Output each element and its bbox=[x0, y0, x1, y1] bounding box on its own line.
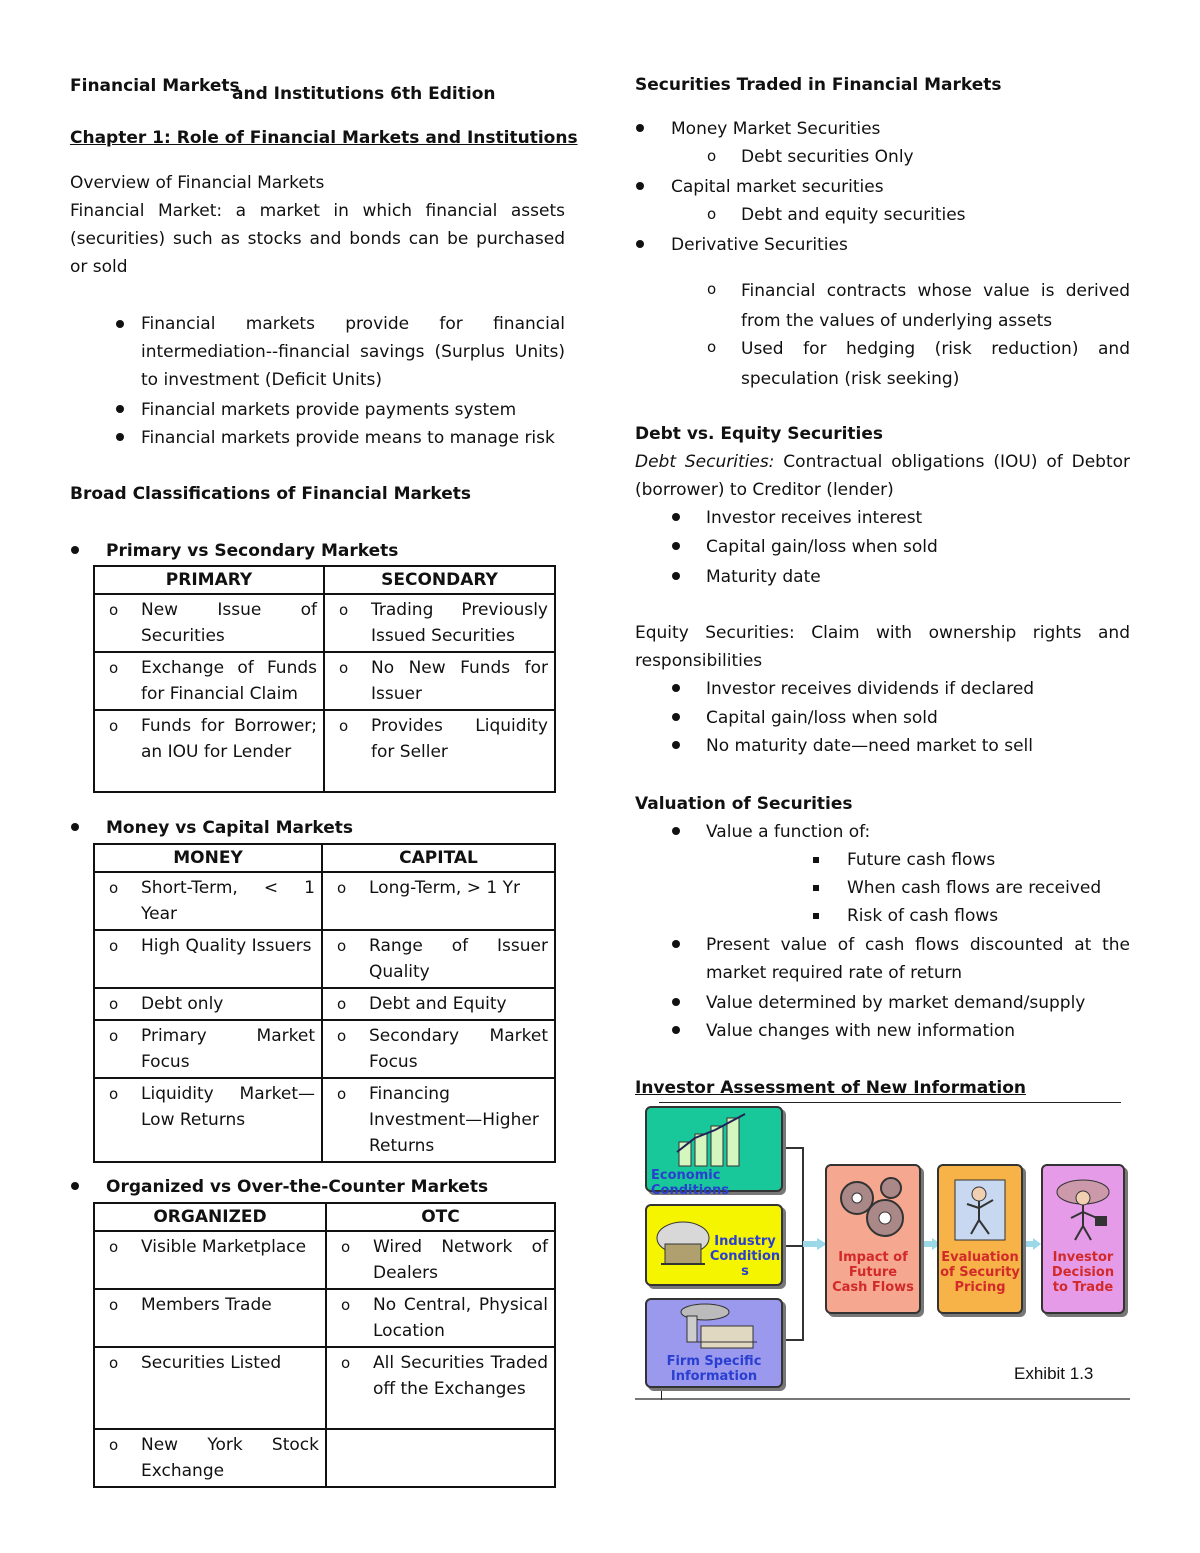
table-cell: Wired Network of Dealers bbox=[373, 1237, 548, 1283]
table-cell: Exchange of Funds for Financial Claim bbox=[141, 658, 317, 704]
exhibit-caption: Exhibit 1.3 bbox=[1014, 1364, 1094, 1383]
table-header: CAPITAL bbox=[322, 844, 555, 872]
bullet-icon bbox=[672, 1026, 680, 1034]
investor-icon bbox=[1051, 1174, 1115, 1246]
evaluation-box bbox=[937, 1164, 1023, 1314]
table-cell: No New Funds for Issuer bbox=[371, 658, 548, 704]
securities-heading: Securities Traded in Financial Markets bbox=[635, 75, 1002, 95]
broad-classifications-heading: Broad Classifications of Financial Markets bbox=[70, 484, 471, 504]
bullet-icon bbox=[71, 1182, 79, 1190]
gears-icon bbox=[835, 1174, 911, 1246]
debt-definition-text: Contractual obligations (IOU) of Debtor (borrower) to Creditor (lender) bbox=[635, 452, 1131, 500]
organized-otc-table: ORGANIZED OTC o Visible Marketplace o Wired Network of Dealers o Members Trade o No Central, Physical Location o Securities Listed o All Securities Traded off the Exchanges o New York Stock Exchange bbox=[93, 1202, 556, 1488]
debt-bullet: Capital gain/loss when sold bbox=[706, 537, 938, 557]
table-cell: Secondary Market Focus bbox=[369, 1026, 548, 1072]
table-header: MONEY bbox=[94, 844, 322, 872]
money-capital-heading: Money vs Capital Markets bbox=[106, 818, 354, 838]
bullet-icon bbox=[672, 940, 680, 948]
square-bullet-icon bbox=[813, 857, 819, 863]
debt-bullet: Investor receives interest bbox=[706, 508, 923, 528]
table-cell: Funds for Borrower; an IOU for Lender bbox=[141, 716, 317, 762]
economic-conditions-label: Economic Conditions bbox=[651, 1168, 730, 1198]
bullet-icon bbox=[71, 823, 79, 831]
investor-assessment-heading: Investor Assessment of New Information bbox=[635, 1078, 1026, 1098]
table-header: ORGANIZED bbox=[94, 1203, 326, 1231]
valuation-sub: Risk of cash flows bbox=[847, 906, 999, 926]
bullet-icon bbox=[636, 240, 644, 248]
table-cell: Securities Listed bbox=[141, 1353, 282, 1373]
bullet-icon bbox=[672, 827, 680, 835]
impact-future-cash-flows-box bbox=[825, 1164, 921, 1314]
equity-definition: Equity Securities: Claim with ownership rights and responsibilities bbox=[635, 623, 1130, 671]
table-cell: Financing Investment—Higher Returns bbox=[369, 1084, 539, 1156]
market-definition: Financial Market: a market in which financial assets (securities) such as stocks and bonds can be purchased or sold bbox=[70, 201, 565, 277]
building-icon bbox=[677, 1302, 767, 1354]
circle-bullet-icon: o bbox=[707, 338, 717, 356]
bullet-icon bbox=[672, 684, 680, 692]
table-cell: New Issue of Securities bbox=[141, 600, 317, 646]
evaluation-label: Evaluation of Security Pricing bbox=[940, 1250, 1020, 1295]
bullet-icon bbox=[116, 433, 124, 441]
debt-definition-label: Debt Securities: bbox=[635, 452, 775, 472]
doc-title-part2: and Institutions 6th Edition bbox=[232, 84, 496, 104]
impact-label: Impact of Future Cash Flows bbox=[832, 1250, 914, 1295]
table-cell: Trading Previously Issued Securities bbox=[371, 600, 548, 646]
bullet-icon bbox=[672, 542, 680, 550]
bullet-icon bbox=[672, 741, 680, 749]
money-market-securities: Money Market Securities bbox=[671, 119, 881, 139]
primary-secondary-heading: Primary vs Secondary Markets bbox=[106, 541, 399, 561]
valuation-bullet: Present value of cash flows discounted at the market required rate of return bbox=[706, 935, 1130, 983]
table-cell: No Central, Physical Location bbox=[373, 1295, 548, 1341]
table-cell: Provides Liquidity for Seller bbox=[371, 716, 548, 762]
table-header: PRIMARY bbox=[94, 566, 324, 594]
derivative-sub: Financial contracts whose value is derived from the values of underlying assets bbox=[741, 281, 1130, 331]
table-cell: Range of Issuer Quality bbox=[369, 936, 548, 982]
table-cell: New York Stock Exchange bbox=[141, 1435, 319, 1481]
money-market-sub: Debt securities Only bbox=[741, 147, 914, 167]
table-cell: Debt and Equity bbox=[369, 994, 507, 1014]
square-bullet-icon bbox=[813, 885, 819, 891]
table-cell-empty bbox=[327, 1430, 554, 1434]
circle-bullet-icon: o bbox=[707, 147, 717, 165]
bullet-icon bbox=[636, 124, 644, 132]
doc-title-part1: Financial Markets bbox=[70, 76, 240, 96]
circle-bullet-icon: o bbox=[707, 205, 717, 223]
industry-condition-label: Industry Condition s bbox=[709, 1234, 781, 1279]
firm-specific-box bbox=[645, 1298, 783, 1388]
investor-decision-label: Investor Decision to Trade bbox=[1051, 1250, 1115, 1295]
person-ladder-icon bbox=[949, 1174, 1011, 1246]
equity-bullet: No maturity date—need market to sell bbox=[706, 736, 1033, 756]
derivative-securities: Derivative Securities bbox=[671, 235, 848, 255]
table-cell: Long-Term, > 1 Yr bbox=[369, 878, 520, 898]
table-cell: Primary Market Focus bbox=[141, 1026, 315, 1072]
economic-conditions-box bbox=[645, 1106, 783, 1198]
exhibit-diagram bbox=[635, 1098, 1130, 1401]
valuation-sub: Future cash flows bbox=[847, 850, 996, 870]
valuation-bullet: Value changes with new information bbox=[706, 1021, 1016, 1041]
bullet-icon bbox=[672, 572, 680, 580]
debt-bullet: Maturity date bbox=[706, 567, 821, 587]
primary-secondary-table: PRIMARY SECONDARY o New Issue of Securities o Trading Previously Issued Securities o Exchange of Funds for Financial Claim o No New Funds for Issuer o Funds for Borrower; an IOU for Lender o Provides Liquidity for Seller bbox=[93, 565, 556, 793]
chapter-heading: Chapter 1: Role of Financial Markets and Institutions bbox=[70, 128, 578, 148]
table-cell: Visible Marketplace bbox=[141, 1237, 307, 1257]
table-cell: Liquidity Market—Low Returns bbox=[141, 1084, 315, 1130]
table-cell: Short-Term, < 1 Year bbox=[141, 878, 315, 924]
overview-bullet: Financial markets provide means to manage risk bbox=[141, 428, 555, 448]
money-capital-table: MONEY CAPITAL o Short-Term, < 1 Year o Long-Term, > 1 Yr o High Quality Issuers o Range of Issuer Quality o Debt only o Debt and Equity o Primary Market Focus o Secondary Market Focus o Liquidity Market—Low Returns o Financing Investment—Higher Returns bbox=[93, 843, 556, 1163]
bullet-icon bbox=[636, 182, 644, 190]
bullet-icon bbox=[116, 320, 124, 328]
valuation-sub: When cash flows are received bbox=[847, 878, 1102, 898]
bullet-icon bbox=[672, 998, 680, 1006]
overview-bullet: Financial markets provide for financial intermediation--financial savings (Surplus Units) to investment (Deficit Units) bbox=[141, 314, 565, 390]
valuation-bullet: Value determined by market demand/supply bbox=[706, 993, 1086, 1013]
table-cell: Debt only bbox=[141, 994, 224, 1014]
bar-chart-icon bbox=[675, 1112, 755, 1168]
square-bullet-icon bbox=[813, 913, 819, 919]
valuation-bullet: Value a function of: bbox=[706, 822, 871, 842]
valuation-heading: Valuation of Securities bbox=[635, 794, 853, 814]
table-header: SECONDARY bbox=[324, 566, 555, 594]
bullet-icon bbox=[672, 713, 680, 721]
factory-icon bbox=[651, 1212, 715, 1276]
equity-bullet: Capital gain/loss when sold bbox=[706, 708, 938, 728]
debt-equity-heading: Debt vs. Equity Securities bbox=[635, 424, 884, 444]
bullet-icon bbox=[672, 513, 680, 521]
derivative-sub: Used for hedging (risk reduction) and speculation (risk seeking) bbox=[741, 339, 1130, 389]
table-cell: All Securities Traded off the Exchanges bbox=[373, 1353, 548, 1399]
firm-specific-label: Firm Specific Information bbox=[666, 1354, 762, 1384]
bullet-icon bbox=[71, 546, 79, 554]
organized-otc-heading: Organized vs Over-the-Counter Markets bbox=[106, 1177, 489, 1197]
table-header: OTC bbox=[326, 1203, 555, 1231]
overview-bullet: Financial markets provide payments system bbox=[141, 400, 517, 420]
table-cell: High Quality Issuers bbox=[141, 936, 312, 956]
capital-market-sub: Debt and equity securities bbox=[741, 205, 966, 225]
bullet-icon bbox=[116, 405, 124, 413]
equity-bullet: Investor receives dividends if declared bbox=[706, 679, 1035, 699]
table-cell: Members Trade bbox=[141, 1295, 272, 1315]
investor-decision-box bbox=[1041, 1164, 1125, 1314]
debt-definition bbox=[635, 448, 1130, 504]
circle-bullet-icon: o bbox=[707, 280, 717, 298]
industry-condition-box bbox=[645, 1204, 783, 1286]
overview-heading: Overview of Financial Markets bbox=[70, 173, 325, 193]
capital-market-securities: Capital market securities bbox=[671, 177, 884, 197]
